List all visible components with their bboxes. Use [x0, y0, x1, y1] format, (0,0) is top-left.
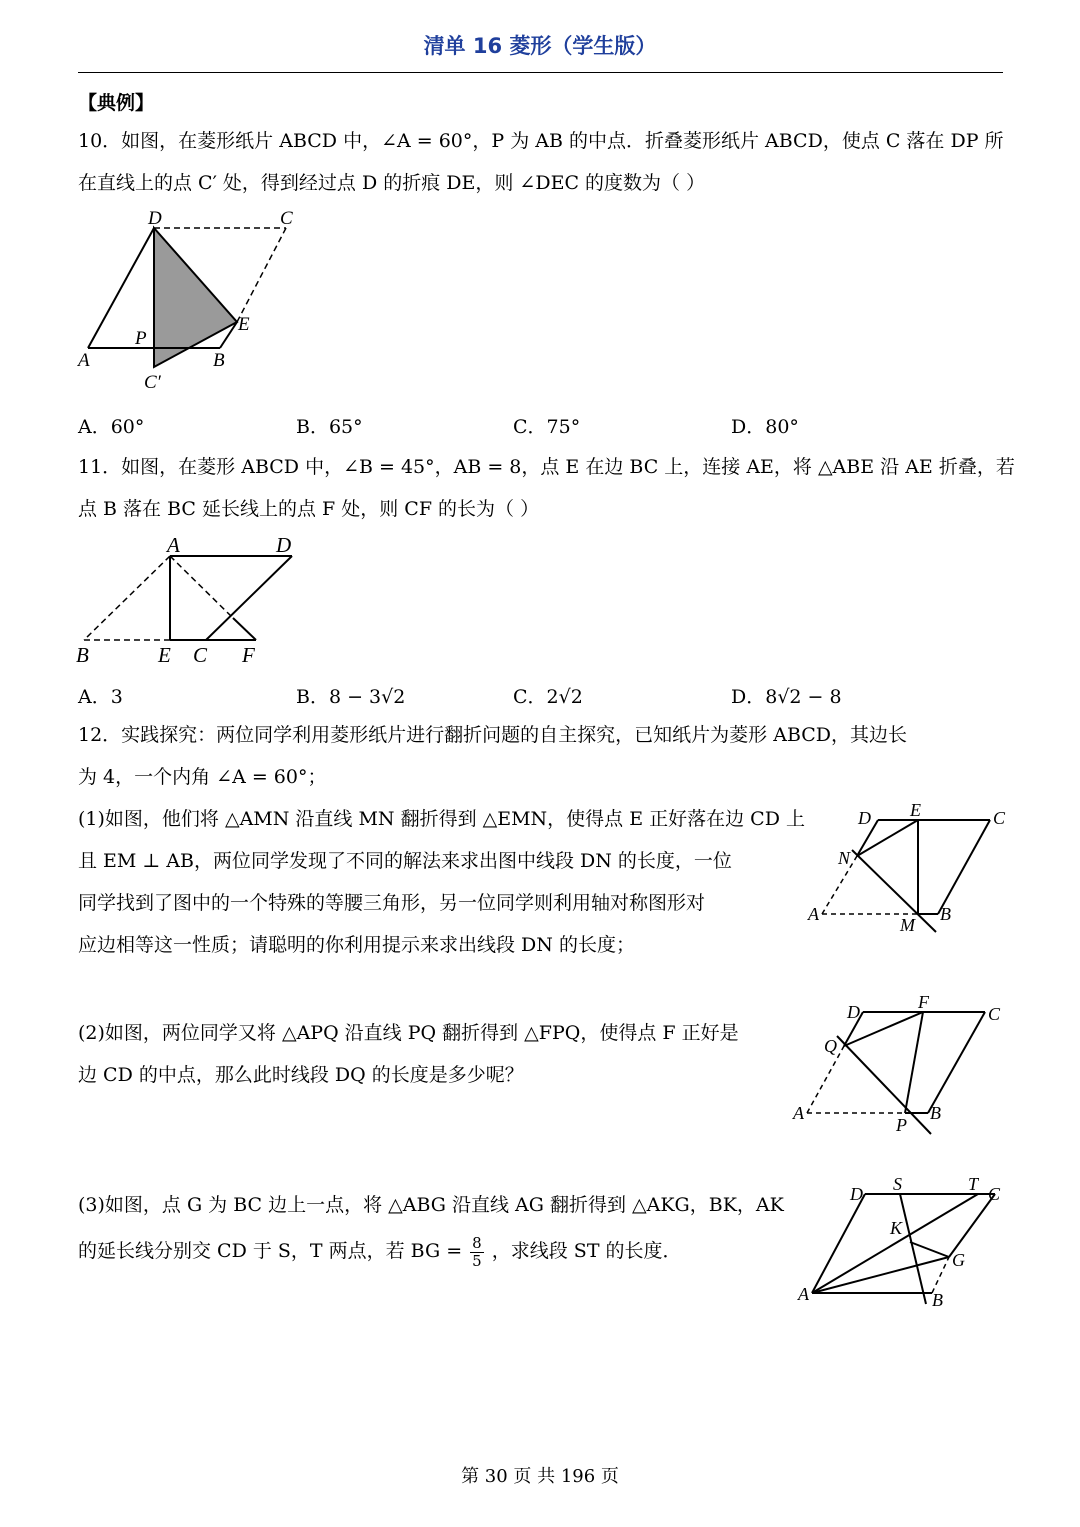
q10-label-P: P — [135, 328, 147, 349]
fig3-label-D: D — [850, 1184, 863, 1204]
q12-part1-line1: (1)如图，他们将 △AMN 沿直线 MN 翻折得到 △EMN，使得点 E 正好落在边 CD 上 — [78, 808, 805, 830]
q10-label-Cprime: C′ — [144, 372, 161, 393]
q11-edge-DC — [206, 556, 292, 640]
fig3-label-T: T — [968, 1174, 979, 1194]
q11-figure — [70, 532, 310, 672]
q10-label-C: C — [280, 210, 293, 229]
page-footer: 第 30 页 共 196 页 — [461, 1466, 619, 1487]
q12-part3-line2 — [78, 1230, 682, 1272]
fig1-label-M: M — [900, 915, 915, 935]
q11-label-F: F — [242, 643, 255, 667]
fig3-label-S: S — [893, 1174, 902, 1194]
q11-label-B: B — [76, 643, 89, 667]
q12-part3-line2-pre: 的延长线分别交 CD 于 S，T 两点，若 BG = — [78, 1240, 463, 1262]
q12-part2-line1: (2)如图，两位同学又将 △APQ 沿直线 PQ 翻折得到 △FPQ，使得点 F 正好是 — [78, 1022, 739, 1044]
q12-figure-1 — [800, 798, 1020, 938]
q12-part1-line4: 应边相等这一性质；请聪明的你利用提示来求出线段 DN 的长度； — [78, 934, 635, 956]
q12-part1-line3: 同学找到了图中的一个特殊的等腰三角形，另一位同学则利用轴对称图形对 — [78, 892, 706, 914]
fraction-8-5 — [470, 1235, 484, 1270]
fig1-label-B: B — [940, 904, 951, 924]
q11-label-D: D — [276, 533, 292, 557]
page-title: 清单 16 菱形（学生版） — [423, 34, 657, 58]
fig3-label-C: C — [988, 1184, 1001, 1204]
q12-figure-2 — [785, 990, 1015, 1140]
q10-option-a: A．60° — [78, 416, 145, 438]
q10-label-E: E — [238, 314, 250, 335]
fig2-edge-FP — [905, 1012, 923, 1113]
q10-line1: 10．如图，在菱形纸片 ABCD 中，∠A = 60°，P 为 AB 的中点．折叠菱形纸片 ABCD，使点 C 落在 DP 所 — [78, 130, 1004, 152]
q10-label-A: A — [78, 350, 90, 371]
q11-label-A: A — [167, 533, 180, 557]
fig2-label-F: F — [918, 992, 929, 1012]
q10-option-c: C．75° — [513, 416, 581, 438]
q12-part3-line1: (3)如图，点 G 为 BC 边上一点，将 △ABG 沿直线 AG 翻折得到 △AKG，BK，AK — [78, 1194, 784, 1216]
q10-dash-CE — [237, 228, 286, 322]
fig3-label-K: K — [890, 1218, 903, 1238]
q11-option-b: B．8 − 3√2 — [296, 686, 406, 708]
q11-label-E: E — [158, 643, 171, 667]
fig1-label-D: D — [858, 808, 871, 828]
q11-option-d: D．8√2 − 8 — [731, 686, 842, 708]
fig2-label-Q: Q — [824, 1036, 837, 1056]
q12-part1-line2: 且 EM ⊥ AB，两位同学发现了不同的解法来求出图中线段 DN 的长度，一位 — [78, 850, 732, 872]
q10-option-d: D．80° — [731, 416, 799, 438]
fig1-label-C: C — [993, 808, 1006, 828]
q11-label-C: C — [193, 643, 208, 667]
q11-option-a: A．3 — [78, 686, 123, 708]
q12-line2: 为 4，一个内角 ∠A = 60°； — [78, 766, 327, 788]
section-label: 【典例】 — [78, 92, 155, 114]
fig3-edge-SB — [900, 1194, 926, 1304]
q11-dash-AB — [84, 556, 170, 640]
q12-part3-line2-post: ，求线段 ST 的长度． — [491, 1240, 682, 1262]
q10-line2: 在直线上的点 C′ 处，得到经过点 D 的折痕 DE，则 ∠DEC 的度数为（ ） — [78, 172, 706, 194]
fig3-label-G: G — [952, 1250, 965, 1270]
q10-figure — [70, 210, 330, 395]
q11-option-c: C．2√2 — [513, 686, 583, 708]
fig2-label-A: A — [793, 1103, 804, 1123]
fraction-denominator: 5 — [472, 1251, 482, 1270]
fig1-edge-CB — [938, 820, 990, 914]
q11-line2: 点 B 落在 BC 延长线上的点 F 处，则 CF 的长为（ ） — [78, 498, 540, 520]
fig2-label-B: B — [930, 1103, 941, 1123]
q10-option-b: B．65° — [296, 416, 363, 438]
q11-line1: 11．如图，在菱形 ABCD 中，∠B = 45°，AB = 8，点 E 在边 BC 上，连接 AE，将 △ABE 沿 AE 折叠，若 — [78, 456, 1015, 478]
q11-dash-AF — [170, 556, 233, 618]
fig2-label-P: P — [896, 1115, 907, 1135]
fig3-edge-KG — [910, 1242, 949, 1257]
fig3-edge-AG — [812, 1257, 949, 1293]
fig1-fold-line — [852, 850, 936, 932]
fig1-label-E: E — [910, 800, 921, 820]
fraction-numerator: 8 — [472, 1233, 482, 1252]
q12-line1: 12．实践探究：两位同学利用菱形纸片进行翻折问题的自主探究，已知纸片为菱形 ABCD，其边长 — [78, 724, 908, 746]
fig1-label-N: N — [838, 848, 851, 868]
header-rule — [78, 72, 1003, 73]
fig3-label-A: A — [798, 1284, 809, 1304]
q10-shaded-triangle — [154, 228, 237, 367]
fig3-label-B: B — [932, 1290, 943, 1310]
fig2-edge-CB — [928, 1012, 985, 1113]
q11-edge-AF — [233, 618, 256, 640]
q10-label-B: B — [213, 350, 225, 371]
q12-part2-line2: 边 CD 的中点，那么此时线段 DQ 的长度是多少呢？ — [78, 1064, 524, 1086]
fig2-label-D: D — [847, 1002, 860, 1022]
fig2-dash-AQ — [807, 1046, 844, 1113]
fig2-label-C: C — [988, 1004, 1001, 1024]
fig3-dash-BG — [932, 1257, 949, 1293]
q10-label-D: D — [148, 210, 162, 229]
fig3-edge-AT — [812, 1194, 978, 1293]
q12-figure-3 — [790, 1170, 1020, 1310]
fig1-label-A: A — [808, 904, 819, 924]
